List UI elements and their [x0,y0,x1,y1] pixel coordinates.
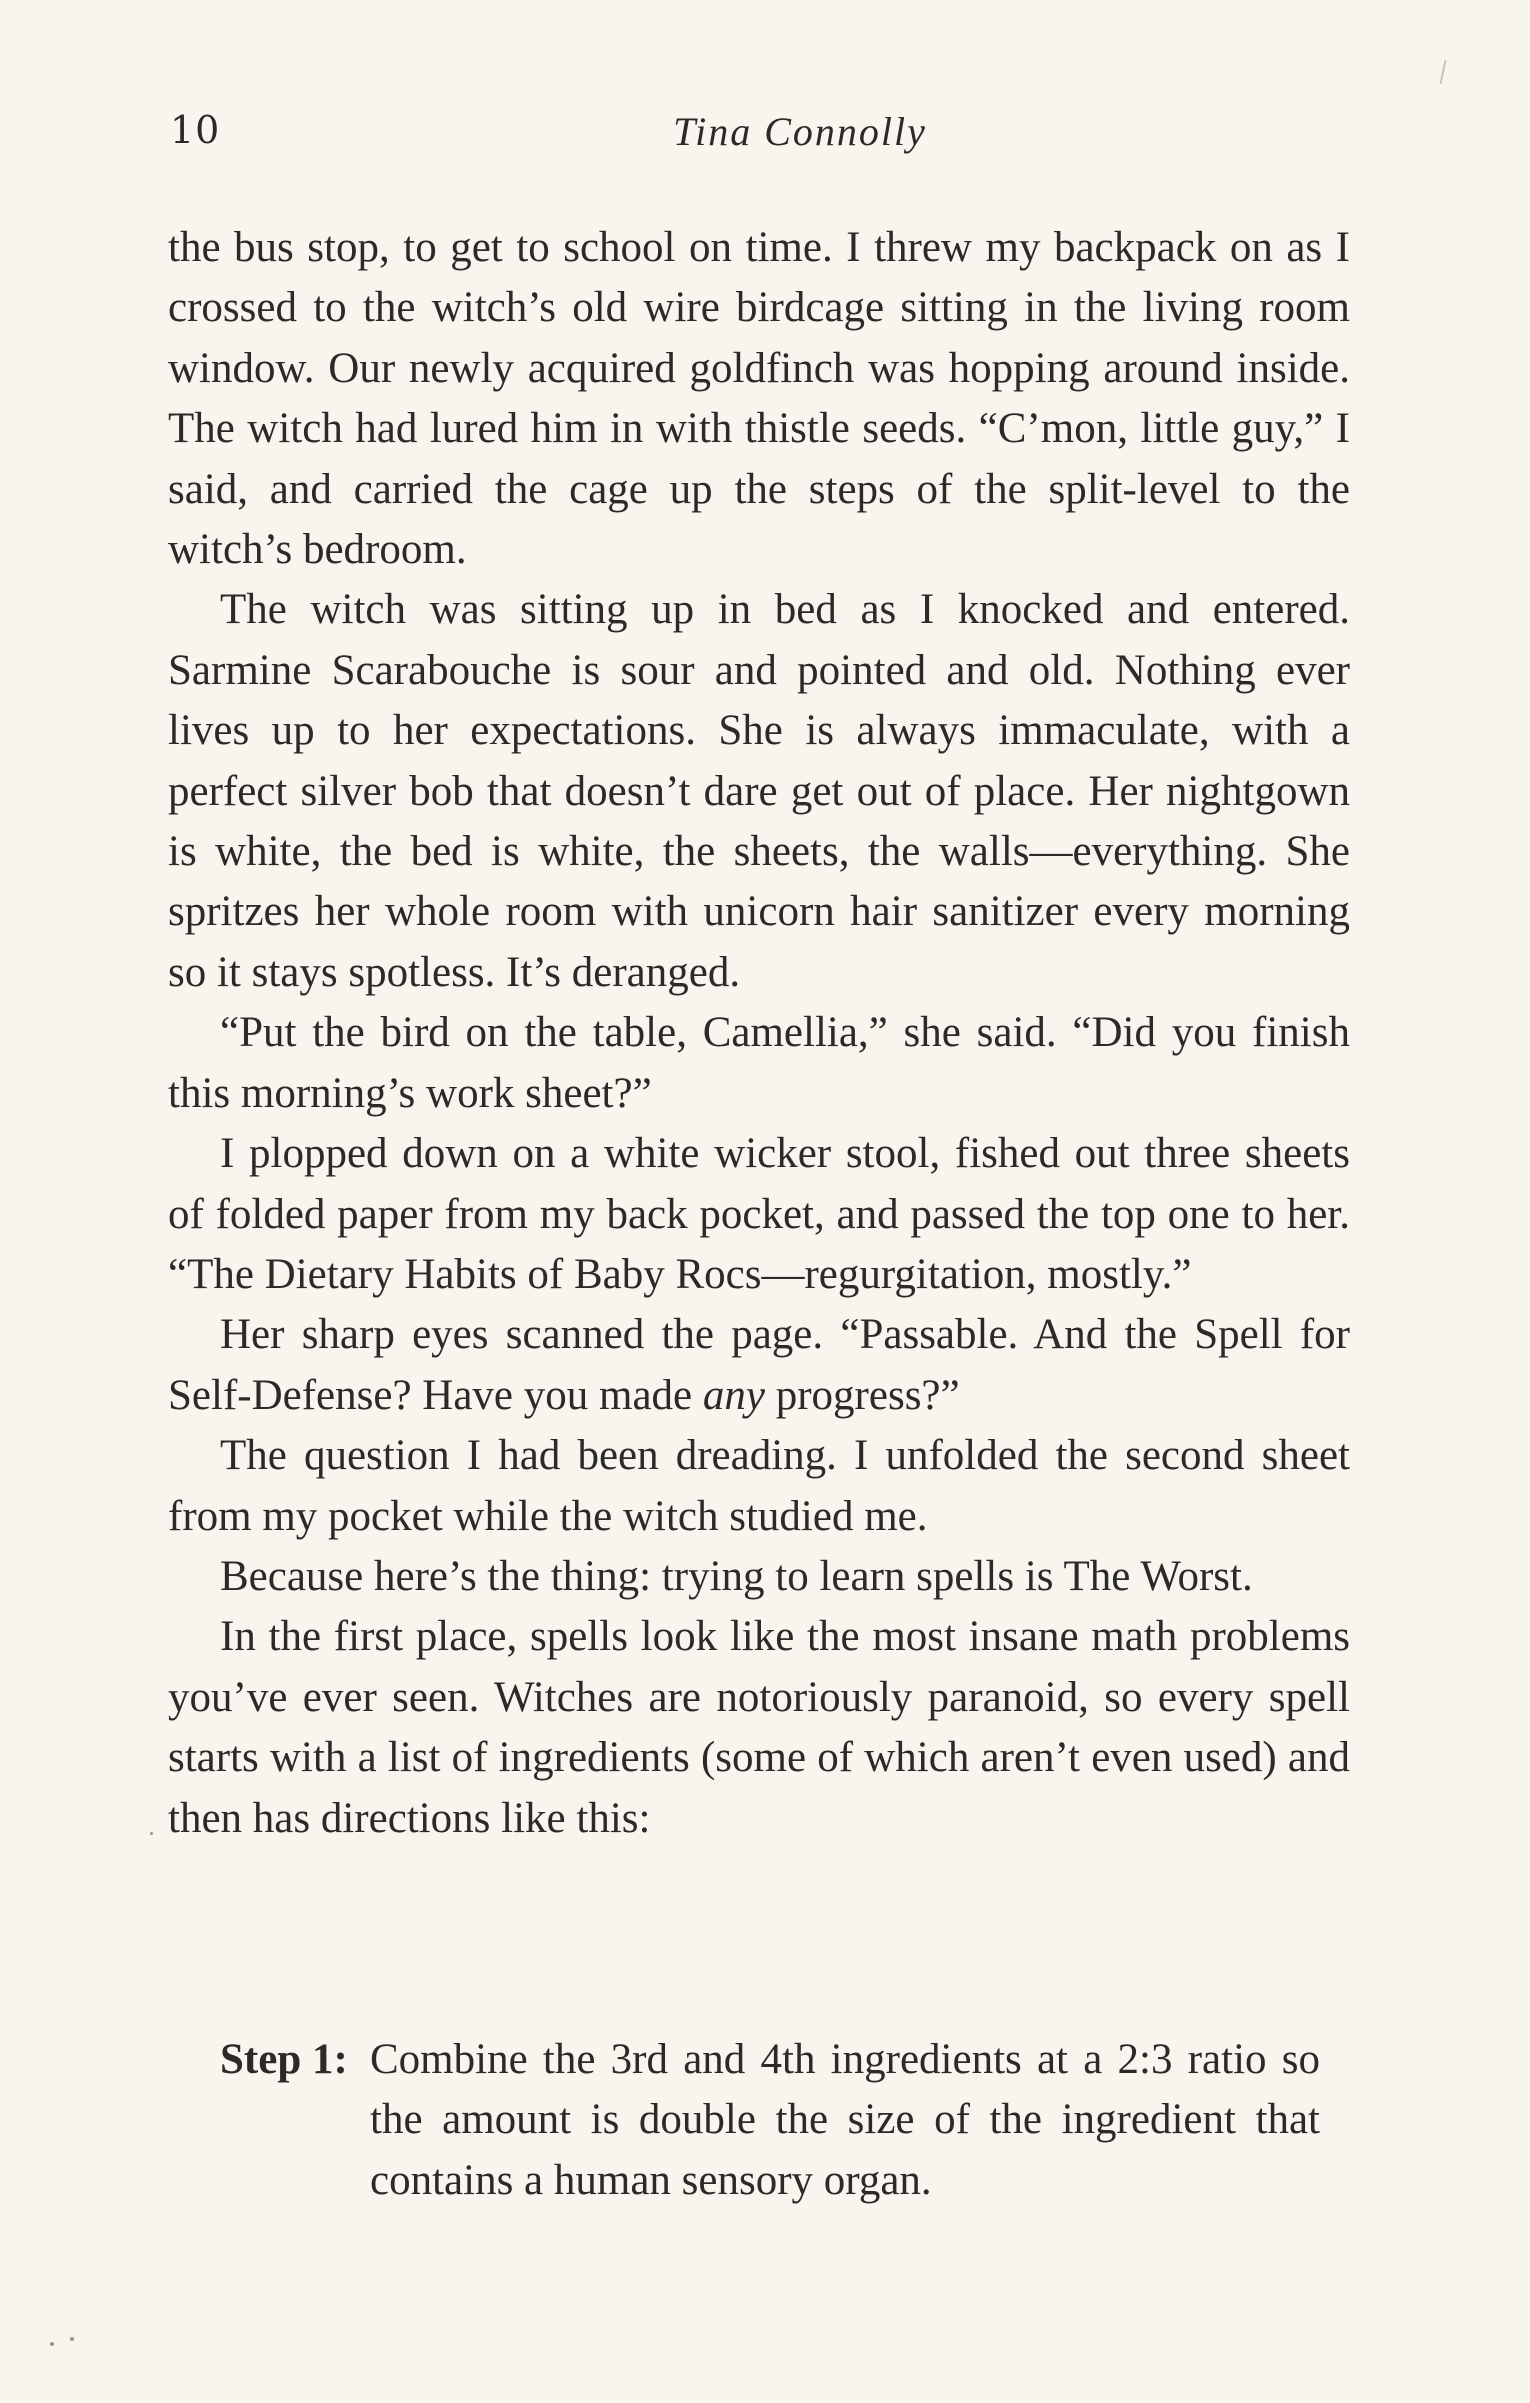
paragraph: “Put the bird on the table, Camellia,” she said. “Did you finish this morning’s work sheet?” [168,1009,1350,1117]
step-label: Step 1: [220,2036,348,2083]
paragraph: In the first place, spells look like the most insane math problems you’ve ever seen. Witches are notoriously paranoid, so every spell starts with a list of ingredients (some of which aren’t even used) and then has directions like this: [168,1613,1350,1842]
paragraph: the bus stop, to get to school on time. I threw my backpack on as I crossed to the witch’s old wire birdcage sitting in the living room window. Our newly acquired goldfinch was hopping around inside. The witch had lured him in with thistle seeds. “C’mon, little guy,” I said, and carried the cage up the steps of the split-level to the witch’s bedroom. [168,224,1350,574]
paragraph [168,1305,1350,1426]
scan-speck [50,2342,54,2346]
step-text: Combine the 3rd and 4th ingredients at a 2:3 ratio so the amount is double the size of the ingredient that contains a human sensory organ. [370,2036,1320,2204]
book-author: Tina Connolly [673,109,927,154]
body-text [168,218,1350,1849]
paragraph: The witch was sitting up in bed as I knocked and entered. Sarmine Scarabouche is sour and pointed and old. Nothing ever lives up to her expectations. She is always immaculate, with a perfect silver bob that doesn’t dare get out of place. Her nightgown is white, the bed is white, the sheets, the walls—everything. She spritzes her whole room with unicorn hair sanitizer every morning so it stays spotless. It’s deranged. [168,586,1350,996]
paragraph-text: Her sharp eyes scanned the page. “Passable. And the Spell for Self-Defense? Have you made [168,1311,1350,1419]
scan-speck [150,1832,153,1835]
emphasis-text: any [702,1371,765,1419]
paragraph: The question I had been dreading. I unfolded the second sheet from my pocket while the witch studied me. [168,1432,1350,1540]
page-number: 10 [170,108,221,152]
paragraph-text: progress?” [764,1371,960,1419]
paragraph: I plopped down on a white wicker stool, fished out three sheets of folded paper from my back pocket, and passed the top one to her. “The Dietary Habits of Baby Rocs—regurgitation, mostly.” [168,1130,1350,1298]
paragraph: Because here’s the thing: trying to learn spells is The Worst. [220,1552,1253,1600]
page-edge-mark [1440,60,1447,84]
scan-speck [70,2337,74,2341]
running-head [170,108,1350,168]
